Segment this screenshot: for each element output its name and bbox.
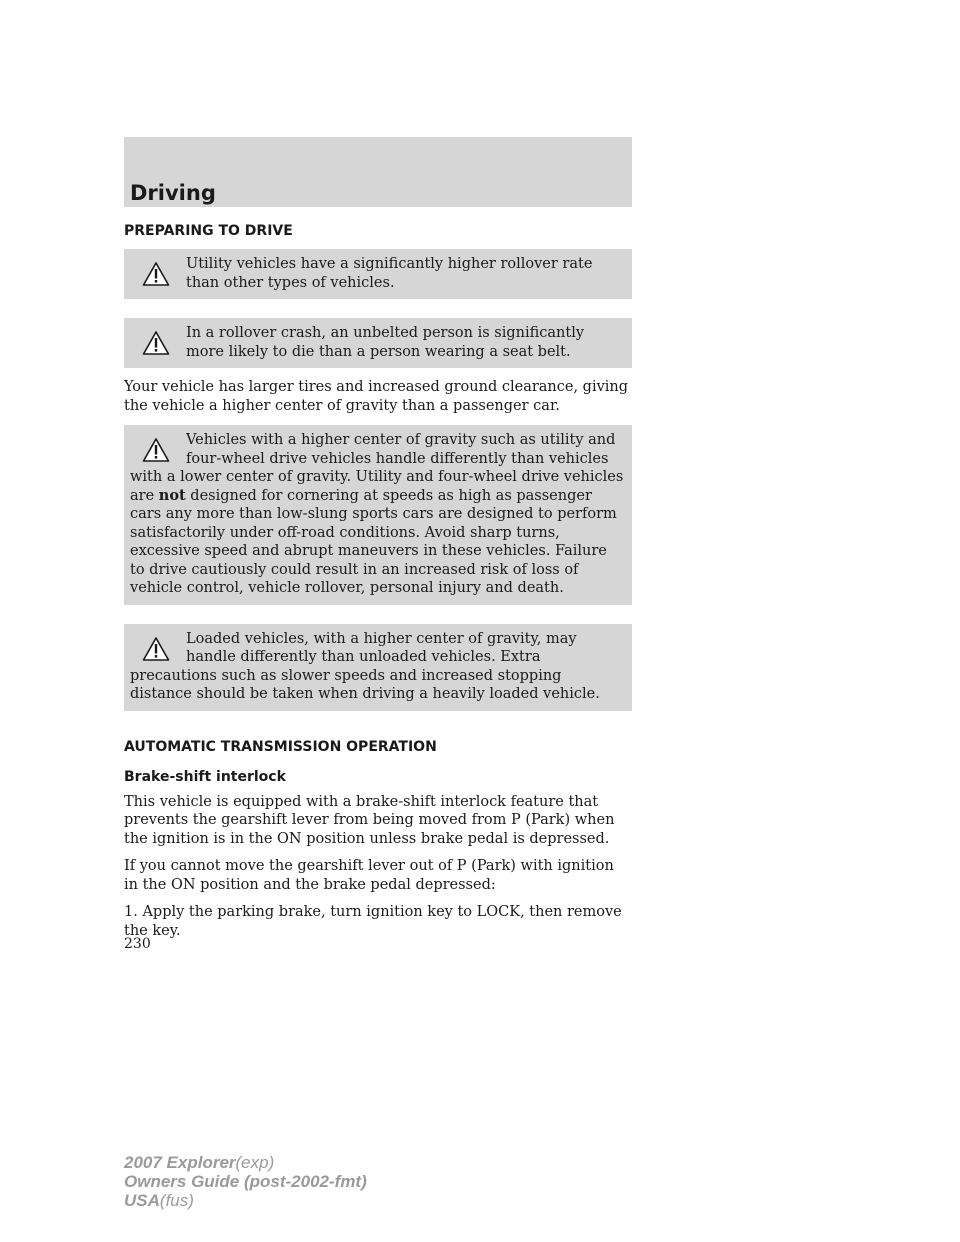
footer-market: USA (124, 1191, 160, 1210)
page-number: 230 (124, 936, 151, 952)
footer-model-code: (exp) (235, 1153, 275, 1172)
warning-text-part: designed for cornering at speeds as high as passenger cars any more than low-slung sports cars are designed to perform satisfactorily under off-road conditions. Avoid sharp turns, excessive speed and abrupt maneuvers in these vehicles. Failure to drive cautiously could result in an increased risk of loss of vehicle control, vehicle rollover, personal injury and death. (130, 487, 617, 596)
subheading-brake-shift-interlock: Brake-shift interlock (124, 768, 286, 785)
footer-guide: Owners Guide (post-2002-fmt) (124, 1172, 367, 1191)
footer-market-code: (fus) (159, 1191, 194, 1210)
footer-model: 2007 Explorer (124, 1153, 236, 1172)
footer-line-model (124, 1153, 367, 1172)
warning-text (130, 431, 626, 598)
paragraph-center-of-gravity: Your vehicle has larger tires and increased ground clearance, giving the vehicle a higher center of gravity than a passenger car. (124, 379, 629, 414)
warning-box-handling (124, 425, 632, 605)
warning-text-part: Vehicles with a higher center of gravity such as utility and four-wheel drive vehicles handle differently than vehicles with a lower center of gravity. Utility and four-wheel drive vehicles are (130, 432, 624, 504)
paragraph-interlock-description: This vehicle is equipped with a brake-shift interlock feature that prevents the gearshift lever from being moved from P (Park) when the ignition is in the ON position unless brake pedal is depressed. (124, 793, 615, 847)
warning-text: In a rollover crash, an unbelted person is significantly more likely to die than a person wearing a seat belt. (186, 325, 585, 360)
heading-preparing-to-drive: PREPARING TO DRIVE (124, 223, 293, 239)
warning-triangle-icon (142, 330, 172, 358)
warning-triangle-icon (142, 636, 172, 664)
section-header-band (124, 137, 632, 207)
warning-triangle-icon (142, 261, 172, 289)
warning-text: Utility vehicles have a significantly higher rollover rate than other types of vehicles. (186, 256, 593, 291)
warning-box-unbelted (124, 318, 632, 368)
warning-triangle-icon (142, 437, 172, 465)
footer-line-market (124, 1191, 367, 1210)
heading-automatic-transmission: AUTOMATIC TRANSMISSION OPERATION (124, 738, 437, 755)
warning-box-loaded-vehicles (124, 624, 632, 711)
warning-text-emphasis: not (158, 486, 186, 504)
paragraph-step-1: 1. Apply the parking brake, turn ignition key to LOCK, then remove the key. (124, 904, 622, 939)
warning-text: Loaded vehicles, with a higher center of gravity, may handle differently than unloaded vehicles. Extra precautions such as slower speeds and increased stopping distance should be taken when driving a heavily loaded vehicle. (130, 630, 600, 702)
footer-line-guide (124, 1172, 367, 1191)
page-content (124, 221, 632, 940)
paragraph-cannot-move-lever: If you cannot move the gearshift lever out of P (Park) with ignition in the ON position and the brake pedal depressed: (124, 858, 614, 893)
document-footer (124, 1153, 367, 1210)
section-title: Driving (130, 181, 216, 205)
warning-box-rollover-rate (124, 249, 632, 299)
